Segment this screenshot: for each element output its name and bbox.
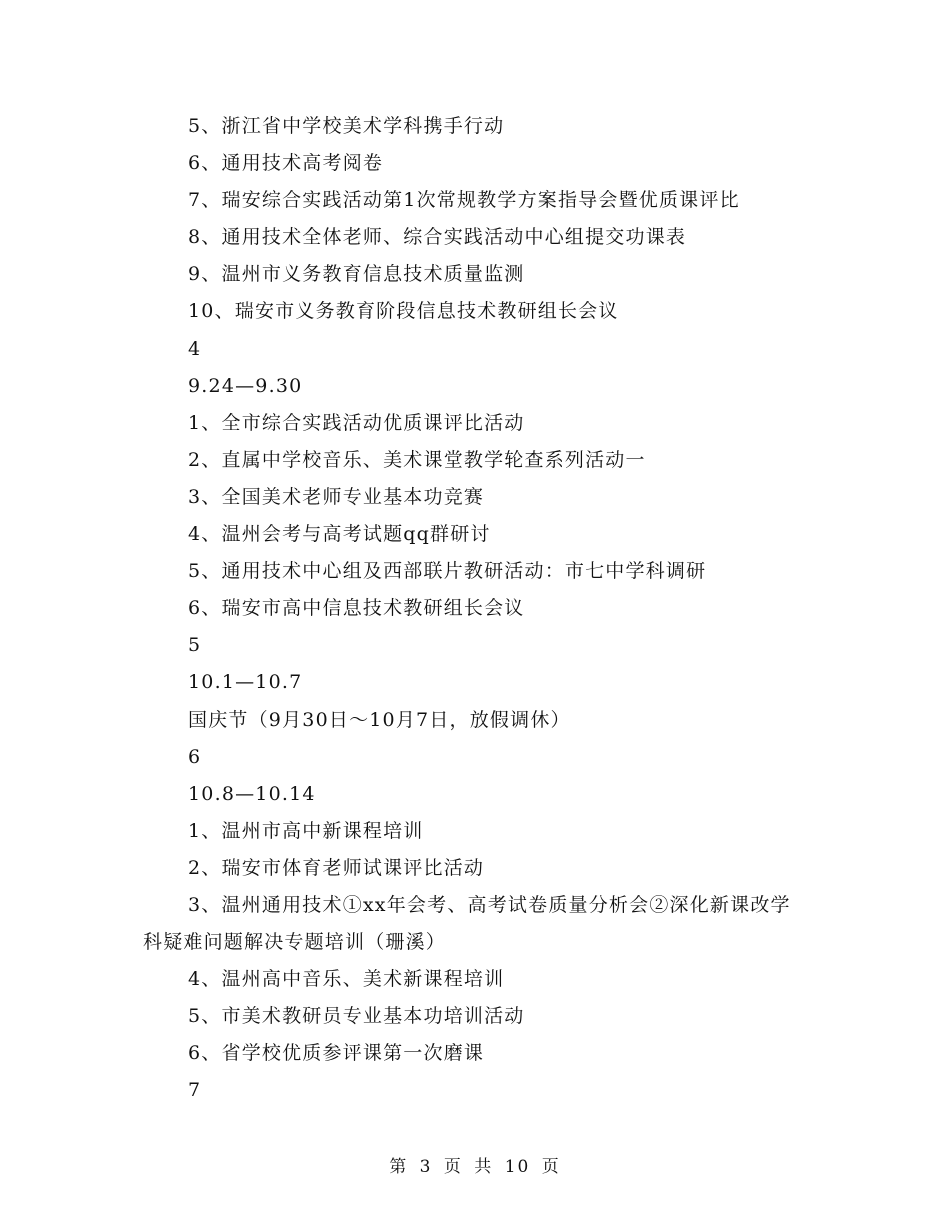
footer-suffix: 页 [541,1157,561,1177]
week-number: 7 [188,1079,202,1102]
footer-prefix: 第 [389,1157,409,1177]
text-line: 7、瑞安综合实践活动第1次常规教学方案指导会暨优质课评比 [188,189,740,212]
text-line: 5、浙江省中学校美术学科携手行动 [188,115,505,137]
week-number: 5 [188,634,202,657]
text-line: 1、全市综合实践活动优质课评比活动 [188,411,525,434]
footer-page-word: 页 [443,1157,463,1177]
text-line: 5、市美术教研员专业基本功培训活动 [188,1005,525,1028]
week-number: 4 [188,337,202,360]
text-line: 9、温州市义务教育信息技术质量监测 [188,263,525,286]
page-footer [0,1152,950,1177]
text-line: 2、瑞安市体育老师试课评比活动 [188,856,485,879]
text-line: 4、温州高中音乐、美术新课程培训 [188,968,505,991]
text-line: 1、温州市高中新课程培训 [188,819,424,842]
date-range: 10.1—10.7 [188,671,303,694]
text-line: 6、通用技术高考阅卷 [188,152,384,175]
text-line: 国庆节（9月30日～10月7日，放假调休） [188,708,571,731]
document-body [143,108,803,1110]
text-line: 10、瑞安市义务教育阶段信息技术教研组长会议 [188,300,619,323]
date-range: 10.8—10.14 [188,782,316,805]
text-line: 8、通用技术全体老师、综合实践活动中心组提交功课表 [188,226,687,249]
text-line: 6、瑞安市高中信息技术教研组长会议 [188,597,525,620]
text-line: 4、温州会考与高考试题qq群研讨 [188,523,491,546]
total-page-count: 10 [504,1157,531,1177]
text-line: 3、温州通用技术①xx年会考、高考试卷质量分析会②深化新课改学科疑难问题解决专题培训（珊溪） [143,893,791,954]
text-line: 6、省学校优质参评课第一次磨课 [188,1042,485,1065]
text-line: 5、通用技术中心组及西部联片教研活动：市七中学科调研 [188,560,707,583]
text-line: 3、全国美术老师专业基本功竞赛 [188,485,485,508]
date-range: 9.24—9.30 [188,374,303,397]
current-page-number: 3 [419,1157,433,1177]
text-line: 2、直属中学校音乐、美术课堂教学轮查系列活动一 [188,448,646,471]
week-number: 6 [188,745,202,768]
footer-total-word: 共 [474,1157,494,1177]
